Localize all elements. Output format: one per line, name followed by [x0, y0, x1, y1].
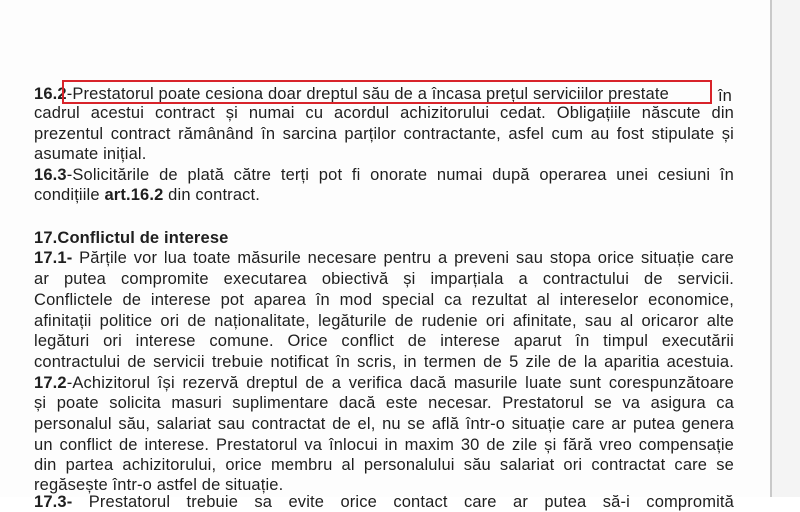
- section-heading: 17.Conflictul de interese: [34, 229, 229, 247]
- red-highlight-box: [62, 80, 712, 104]
- article-reference: art.16.2: [104, 186, 164, 204]
- page-edge-shadow: [772, 0, 800, 497]
- clause-17-1-line-2: ar putea compromite executarea obiectivă și imparțiala a contractului de servicii.: [34, 270, 734, 288]
- clause-16-2-line-4: asumate inițial.: [34, 145, 147, 163]
- clause-text: Părțile vor lua toate măsurile necesare pentru a preveni sau stopa orice situație care: [72, 249, 734, 267]
- clause-17-1-line-3: Conflictele de interese pot aparea în mod special ca rezultat al intereselor economice,: [34, 291, 734, 309]
- clause-17-2-line-1: [34, 373, 734, 393]
- clause-17-1-line-6: contractului de servicii trebuie notificat în scris, in termen de 5 zile de la aparitia acestuia.: [34, 353, 734, 371]
- clause-17-1-line-4: afinitații politice ori de naționalitate, legăturile de rudenie ori afinitate, sau al oricaror alte: [34, 312, 734, 330]
- clause-text: -Achizitorul își rezervă dreptul de a verifica dacă masurile luate sunt corespunzătoare: [66, 374, 734, 392]
- clause-17-2-line-2: și poate solicita masuri suplimentare dacă este necesar. Prestatorul se va asigura ca: [34, 394, 734, 412]
- clause-17-1-line-5: legături ori interese comune. Orice conflict de interese aparut în timpul executării: [34, 332, 734, 350]
- clause-number: 17.1-: [34, 249, 73, 267]
- clause-number: 17.3-: [34, 493, 73, 511]
- clause-text: -Solicitările de plată către terți pot fi onorate numai după operarea unei cesiuni în: [66, 166, 734, 184]
- clause-17-2-line-4: un conflict de interese. Prestatorul va înlocui in maxim 30 de zile și fără vreo compensație: [34, 436, 734, 454]
- clause-17-2-line-3: personalul său, salariat sau contractat de el, nu se află într-o situație care ar putea genera: [34, 415, 734, 433]
- clause-text: din contract.: [163, 186, 261, 204]
- clause-text: condițiile: [34, 186, 105, 204]
- clause-17-2-line-6: regăsește într-o astfel de situație.: [34, 476, 284, 494]
- clause-16-2-tail: în: [718, 87, 732, 105]
- clause-17-2-line-5: din partea achizitorului, orice membru al personalului său salariat ori contractat care se: [34, 456, 734, 474]
- clause-number: 16.3: [34, 166, 67, 184]
- clause-text: -Prestatorul poate cesiona doar dreptul său de a încasa prețul serviciilor prestate: [66, 85, 669, 103]
- clause-16-2-line-3: prezentul contract rămânând în sarcina parților contractante, asfel cum au fost stipulate și: [34, 125, 734, 143]
- clause-text: Prestatorul trebuie sa evite orice contact care ar putea să-i compromită: [72, 493, 734, 511]
- clause-17-3-line-1: [34, 492, 734, 512]
- clause-number: 16.2: [34, 85, 67, 103]
- clause-number: 17.2: [34, 374, 67, 392]
- clause-16-3-line-2: [34, 185, 734, 205]
- clause-16-3-line-1: [34, 165, 734, 185]
- clause-17-1-line-1: [34, 248, 734, 268]
- clause-16-2-line-2: cadrul acestui contract și numai cu acordul achizitorului cedat. Obligațiile născute din: [34, 104, 734, 122]
